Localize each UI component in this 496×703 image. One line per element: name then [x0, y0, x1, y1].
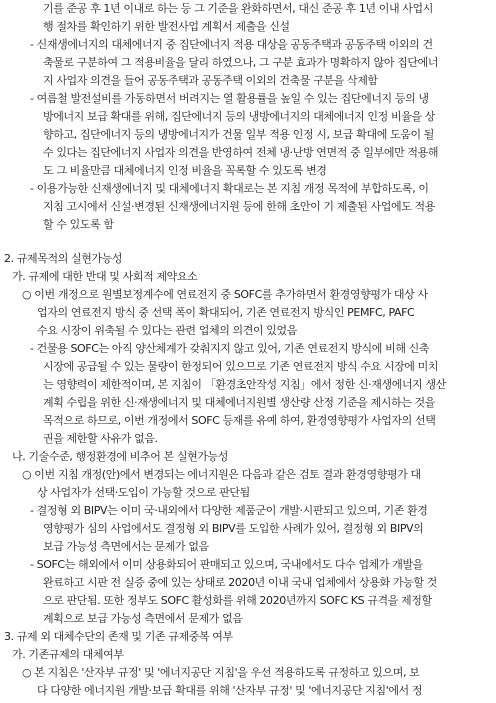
- text-line: 지침 고시에서 신설·변경된 신재생에너지원 등에 한해 초안이 기 제출된 사업에도 적용: [43, 200, 435, 213]
- text-line: 도 그 비율만큼 대체에너지 인정 비율을 꼭록할 수 있도록 변경: [43, 164, 327, 177]
- text-line: - 여름철 발전설비를 가동하면서 버려지는 열 활용률을 높일 수 있는 집단에너지 등의 냉: [30, 92, 429, 105]
- text-line: 계획 수립을 위한 신·재생에너지 및 대체에너지원별 생산량 산정 기준을 제시하는 것을: [43, 396, 435, 409]
- text-line: 할 수 있도록 함: [43, 218, 114, 231]
- text-line: 상 사업자가 선택·도입이 가능할 것으로 판단됨: [37, 486, 250, 499]
- text-line: 지 사업자 의견을 들어 공동주택과 공동주택 이외의 건축물 구분을 삭제함: [43, 74, 378, 87]
- section-heading: 3. 규제 외 대체수단의 존재 및 기존 규제중복 여부: [4, 630, 233, 643]
- text-line: 시장에 공급될 수 있는 물량이 한정되어 있으므로 기존 연료전지 방식 수요 시장에 미치: [43, 360, 439, 373]
- text-line: 완료하고 시판 전 실증 중에 있는 상태로 2020년 이내 국내 업체에서 상용화 가능할 것: [43, 576, 437, 589]
- text-line: 는 영향력이 제한적이며, 본 지침이 「환경초안작성 지침」에서 정한 신·재생에너지 생산: [43, 378, 446, 391]
- subsection-heading: 가. 규제에 대한 반대 및 사회적 제약요소: [12, 270, 198, 283]
- text-line: - 건물용 SOFC는 아직 양산체계가 갖춰지지 않고 있어, 기존 연료전지 방식에 비해 신축: [30, 342, 430, 355]
- text-line: 계획으로 보급 가능성 측면에서 문제가 없음: [43, 612, 243, 625]
- text-line: ○ 본 지침은 '산자부 규정' 및 '에너지공단 지침'을 우선 적용하도록 규정하고 있으며, 보: [22, 666, 420, 679]
- text-line: - 결정형 외 BIPV는 이미 국·내외에서 다양한 제품군이 개발·시판되고 있으며, 기존 환경: [30, 504, 428, 517]
- text-line: 보급 가능성 측면에서는 문제가 없음: [43, 540, 209, 553]
- text-line: 행 절차를 확인하기 위한 발전사업 계획서 제출을 신설: [43, 20, 290, 33]
- text-line: - 이용가능한 신재생에너지 및 대체에너지 확대로는 본 지침 개정 목적에 부합하도록, 이: [30, 182, 429, 195]
- text-line: 다 다양한 에너지원 개발·보급 확대를 위해 '산자부 규정' 및 '에너지공단 지침'에서 정: [37, 684, 423, 697]
- text-line: 방에너지 보급 확대를 위해, 집단에너지 등의 냉방에너지의 대체에너지 인정 비율을 상: [43, 110, 435, 123]
- text-line: 목적으로 하므로, 이번 개정에서 SOFC 등재를 유예 하여, 환경영향평가 사업자의 선택: [43, 414, 436, 427]
- text-line: 영향평가 심의 사업에서도 결정형 외 BIPV를 도입한 사례가 있어, 결정형 외 BIPV의: [43, 522, 424, 535]
- section-heading: 2. 규제목적의 실현가능성: [4, 252, 123, 265]
- text-line: 권을 제한할 사유가 없음.: [43, 432, 158, 445]
- text-line: 으로 판단됨. 또한 정부도 SOFC 활성화를 위해 2020년까지 SOFC KS 규격을 제정할: [43, 594, 432, 607]
- subsection-heading: 나. 기술수준, 행정환경에 비추어 본 실현가능성: [12, 450, 228, 463]
- text-line: 축물로 구분하여 그 적용비율을 달리 하였으나, 그 구분 효과가 명확하지 않아 집단에너: [43, 56, 439, 69]
- text-line: 향하고, 집단에너지 등의 냉방에너지가 건물 일부 적용 인정 시, 보급 확대에 도움이 될: [43, 128, 435, 141]
- text-line: 기를 준공 후 1년 이내로 하는 등 그 기준을 완화하면서, 대신 준공 후 1년 이내 사업시: [43, 2, 433, 15]
- subsection-heading: 가. 기존규제의 대체여부: [12, 648, 124, 661]
- text-line: 업자의 연료전지 방식 중 선택 폭이 확대되어, 기존 연료전지 방식인 PEMFC, PAFC: [37, 306, 415, 319]
- text-line: 수 있다는 집단에너지 사업자 의견을 반영하여 전체 냉·난방 연면적 중 일부에만 적용해: [43, 146, 439, 159]
- text-line: ○ 이번 지침 개정(안)에서 변경되는 에너지원은 다음과 같은 검토 결과 환경영향평가 대: [22, 468, 421, 481]
- text-line: ○ 이번 개정으로 원별보정계수에 연료전지 중 SOFC를 추가하면서 환경영향평가 대상 사: [22, 288, 428, 301]
- text-line: - 신재생에너지의 대체에너지 중 집단에너지 적용 대상을 공동주택과 공동주택 이외의 건: [30, 38, 433, 51]
- text-line: - SOFC는 해외에서 이미 상용화되어 판매되고 있으며, 국내에서도 다수 업체가 개발을: [30, 558, 423, 571]
- text-line: 수요 시장이 위축될 수 있다는 관련 업체의 의견이 있었음: [37, 324, 297, 337]
